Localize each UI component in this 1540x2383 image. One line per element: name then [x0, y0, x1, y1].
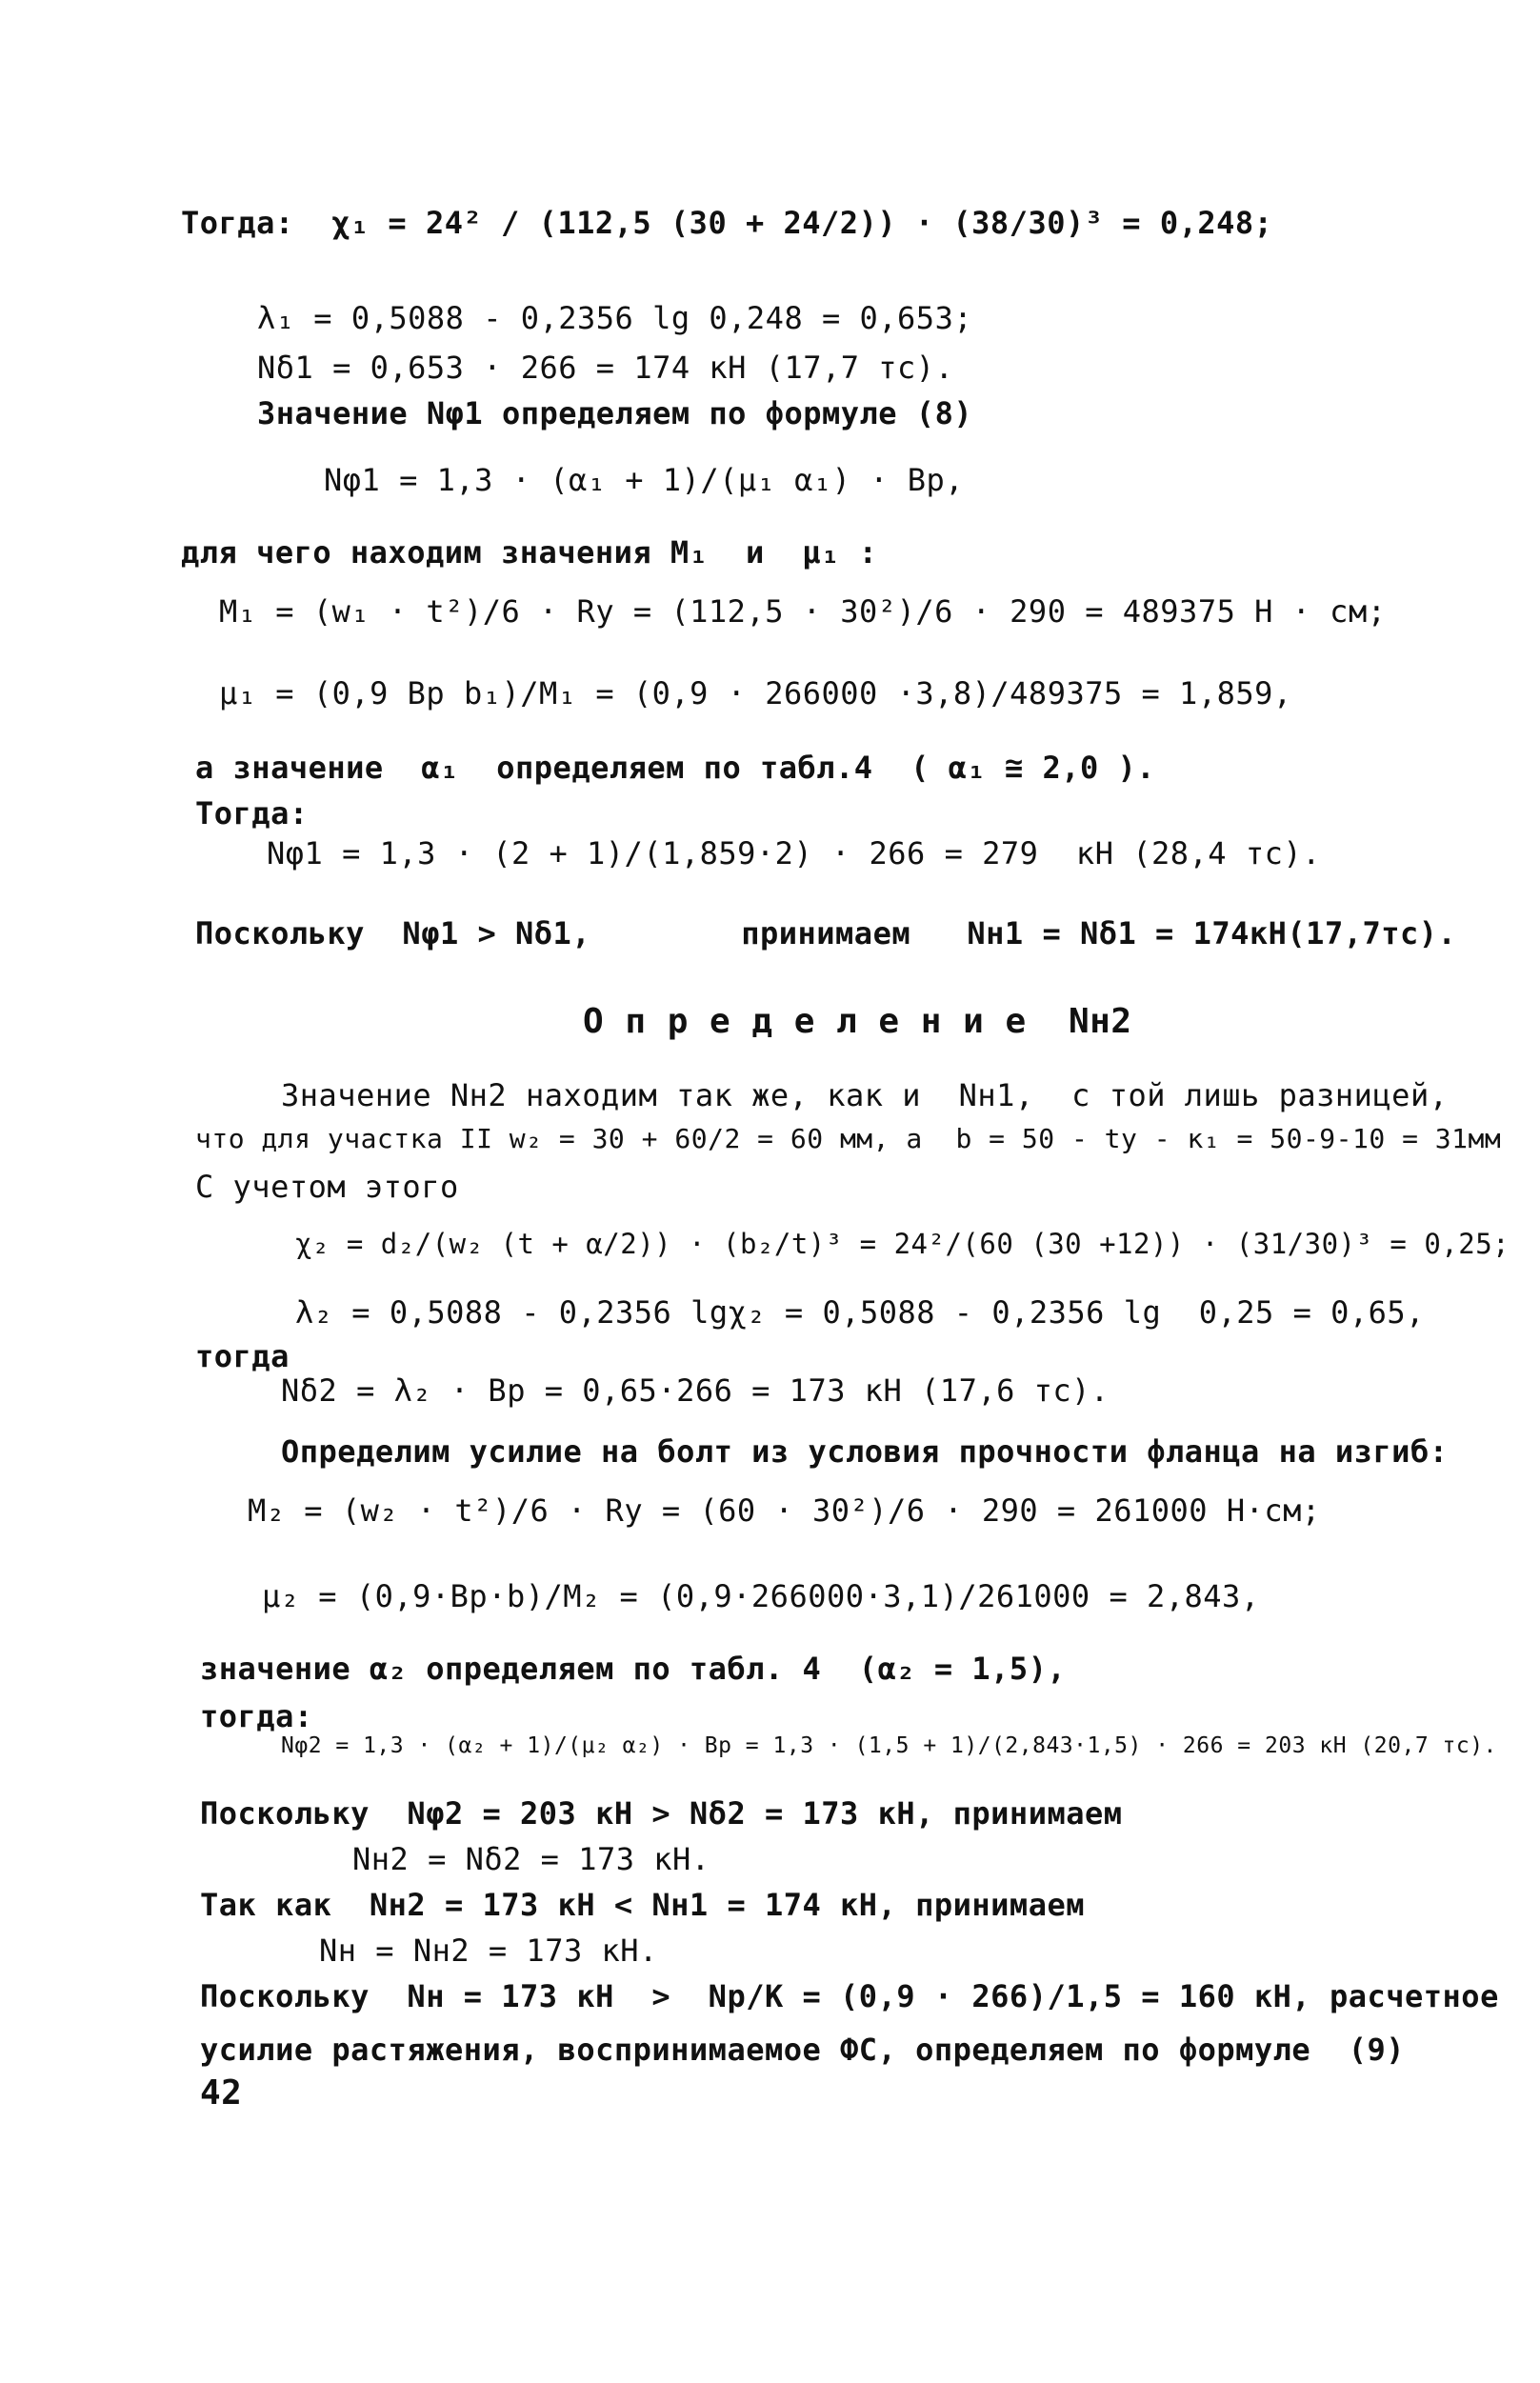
text-line: Тогда: [195, 795, 309, 831]
text-line: усилие растяжения, воспринимаемое ФС, определяем по формуле (9) [200, 2032, 1405, 2068]
calc-lambda2-line: λ₂ = 0,5088 - 0,2356 lgχ₂ = 0,5088 - 0,2356 lg 0,25 = 0,65, [295, 1294, 1425, 1331]
text-line: значение α₂ определяем по табл. 4 (α₂ = 1,5), [200, 1651, 1067, 1687]
calc-chi1-line: Тогда: χ₁ = 24² / (112,5 (30 + 24/2)) · (38/30)³ = 0,248; [181, 205, 1273, 241]
calc-mu2-line: μ₂ = (0,9·Bp·b)/M₂ = (0,9·266000·3,1)/261000 = 2,843, [262, 1578, 1260, 1614]
page-number: 42 [200, 2073, 243, 2113]
calc-mu1-line: μ₁ = (0,9 Bp b₁)/M₁ = (0,9 · 266000 ·3,8)/489375 = 1,859, [219, 675, 1292, 711]
text-line: Поскольку Nφ2 = 203 кН > Nδ2 = 173 кН, принимаем [200, 1795, 1123, 1832]
calc-m2-line: M₂ = (w₂ · t²)/6 · Ry = (60 · 30²)/6 · 290 = 261000 Н·см; [248, 1492, 1321, 1529]
text-line: тогда: [200, 1698, 313, 1734]
section-heading: О п р е д е л е н и е Nн2 [583, 1002, 1132, 1041]
formula-8-line: Nφ1 = 1,3 · (α₁ + 1)/(μ₁ α₁) · Bp, [324, 462, 965, 498]
text-line: Поскольку Nφ1 > Nδ1, принимаем Nн1 = Nδ1 = 174кН(17,7тс). [195, 915, 1457, 951]
text-line: что для участка II w₂ = 30 + 60/2 = 60 мм, а b = 50 - tу - к₁ = 50-9-10 = 31мм [195, 1123, 1502, 1154]
calc-n-phi2-line: Nφ2 = 1,3 · (α₂ + 1)/(μ₂ α₂) · Bp = 1,3 · (1,5 + 1)/(2,843·1,5) · 266 = 203 кН (20,7 тс). [281, 1733, 1497, 1758]
calc-n-n2-line: Nн2 = Nδ2 = 173 кН. [352, 1841, 710, 1877]
text-line: Поскольку Nн = 173 кН > Nр/K = (0,9 · 266)/1,5 = 160 кН, расчетное [200, 1978, 1499, 2014]
calc-n-n-line: Nн = Nн2 = 173 кН. [319, 1932, 658, 1969]
text-line: а значение α₁ определяем по табл.4 ( α₁ ≅ 2,0 ). [195, 750, 1156, 786]
text-line: Значение Nн2 находим так же, как и Nн1, с той лишь разницей, [281, 1077, 1449, 1113]
calc-chi2-line: χ₂ = d₂/(w₂ (t + α/2)) · (b₂/t)³ = 24²/(60 (30 +12)) · (31/30)³ = 0,25; [295, 1228, 1510, 1260]
calc-n-delta2-line: Nδ2 = λ₂ · Bp = 0,65·266 = 173 кН (17,6 тс). [281, 1372, 1110, 1409]
text-line: Значение Nφ1 определяем по формуле (8) [257, 395, 973, 431]
calc-n-phi1-line: Nφ1 = 1,3 · (2 + 1)/(1,859·2) · 266 = 279 кН (28,4 тс). [267, 835, 1321, 871]
calc-n-delta1-line: Nδ1 = 0,653 · 266 = 174 кН (17,7 тс). [257, 350, 954, 386]
text-line: для чего находим значения M₁ и μ₁ : [181, 534, 878, 571]
text-line: С учетом этого [195, 1169, 459, 1205]
calc-lambda1-line: λ₁ = 0,5088 - 0,2356 lg 0,248 = 0,653; [257, 300, 973, 336]
text-line: Так как Nн2 = 173 кН < Nн1 = 174 кН, принимаем [200, 1887, 1085, 1923]
text-line: тогда [195, 1338, 290, 1374]
text-line: Определим усилие на болт из условия прочности фланца на изгиб: [281, 1433, 1449, 1470]
calc-m1-line: M₁ = (w₁ · t²)/6 · Ry = (112,5 · 30²)/6 · 290 = 489375 Н · см; [219, 593, 1387, 630]
